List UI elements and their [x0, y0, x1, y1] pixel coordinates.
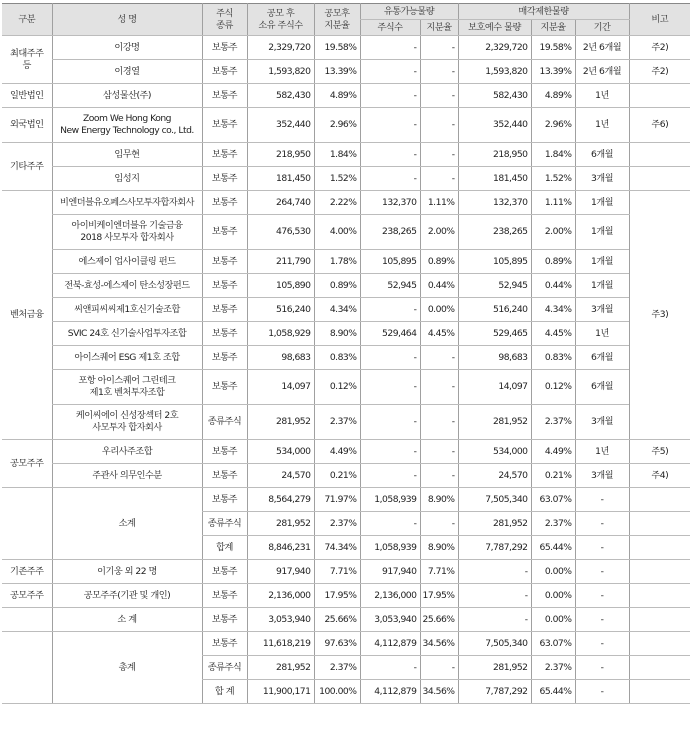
table-row: [2, 167, 690, 191]
stock-type-cell: 종류주식: [202, 512, 247, 536]
post-ipo-shares-cell: 1,593,820: [247, 60, 314, 84]
name-cell: 에스제이 업사이클링 펀드: [52, 250, 202, 274]
tradable-ratio-cell: -: [420, 405, 458, 440]
tradable-shares-cell: -: [360, 298, 420, 322]
table-row: [2, 143, 690, 167]
table-row: [2, 608, 690, 632]
post-ipo-shares-cell: 181,450: [247, 167, 314, 191]
restricted-ratio-cell: 2.96%: [531, 108, 575, 143]
protected-qty-cell: 281,952: [458, 512, 531, 536]
tradable-ratio-cell: 25.66%: [420, 608, 458, 632]
category-cell: 기존주주: [2, 560, 52, 584]
restricted-ratio-cell: 63.07%: [531, 632, 575, 656]
category-cell: 공모주주: [2, 584, 52, 608]
name-cell: 포항 아이스퀘어 그린테크 제1호 벤처투자조합: [52, 370, 202, 405]
post-ipo-ratio-cell: 2.22%: [314, 191, 360, 215]
post-ipo-ratio-cell: 1.78%: [314, 250, 360, 274]
stock-type-cell: 보통주: [202, 167, 247, 191]
stock-type-cell: 보통주: [202, 215, 247, 250]
period-cell: -: [575, 536, 629, 560]
tradable-ratio-cell: -: [420, 167, 458, 191]
restricted-ratio-cell: 0.12%: [531, 370, 575, 405]
period-cell: 1개월: [575, 250, 629, 274]
post-ipo-ratio-cell: 97.63%: [314, 632, 360, 656]
name-cell: 공모주주(기관 및 개인): [52, 584, 202, 608]
table-row: [2, 322, 690, 346]
post-ipo-shares-cell: 1,058,929: [247, 322, 314, 346]
period-cell: -: [575, 560, 629, 584]
period-cell: 1년: [575, 108, 629, 143]
restricted-ratio-cell: 0.00%: [531, 560, 575, 584]
note-cell: [629, 656, 690, 680]
stock-type-cell: 보통주: [202, 60, 247, 84]
name-cell: 전북-효성-에스제이 탄소성장펀드: [52, 274, 202, 298]
stock-type-cell: 보통주: [202, 560, 247, 584]
protected-qty-cell: 181,450: [458, 167, 531, 191]
note-cell: 주3): [629, 191, 690, 440]
post-ipo-ratio-cell: 8.90%: [314, 322, 360, 346]
post-ipo-shares-cell: 14,097: [247, 370, 314, 405]
restricted-ratio-cell: 63.07%: [531, 488, 575, 512]
tradable-ratio-cell: -: [420, 370, 458, 405]
period-cell: 1개월: [575, 274, 629, 298]
post-ipo-ratio-cell: 0.89%: [314, 274, 360, 298]
name-cell: 삼성물산(주): [52, 84, 202, 108]
period-cell: 3개월: [575, 405, 629, 440]
post-ipo-shares-cell: 281,952: [247, 512, 314, 536]
protected-qty-cell: 218,950: [458, 143, 531, 167]
category-cell: [2, 632, 52, 704]
name-cell: 주관사 의무인수분: [52, 464, 202, 488]
stock-type-cell: 보통주: [202, 464, 247, 488]
period-cell: -: [575, 680, 629, 704]
table-row: [2, 298, 690, 322]
note-cell: [629, 584, 690, 608]
table-row: [2, 560, 690, 584]
table-row: [2, 108, 690, 143]
protected-qty-cell: 105,895: [458, 250, 531, 274]
header-note: 비고: [629, 4, 690, 36]
post-ipo-shares-cell: 281,952: [247, 656, 314, 680]
restricted-ratio-cell: 2.37%: [531, 656, 575, 680]
header-restricted-ratio: 지분율: [531, 20, 575, 36]
header-restricted: 매각제한물량: [458, 4, 629, 20]
table-row: [2, 346, 690, 370]
period-cell: 1년: [575, 84, 629, 108]
stock-type-cell: 보통주: [202, 370, 247, 405]
shareholder-lockup-table: [2, 3, 690, 704]
period-cell: -: [575, 584, 629, 608]
tradable-ratio-cell: -: [420, 143, 458, 167]
post-ipo-ratio-cell: 2.37%: [314, 405, 360, 440]
restricted-ratio-cell: 0.89%: [531, 250, 575, 274]
table-row: [2, 584, 690, 608]
protected-qty-cell: 7,787,292: [458, 536, 531, 560]
post-ipo-ratio-cell: 71.97%: [314, 488, 360, 512]
post-ipo-shares-cell: 8,846,231: [247, 536, 314, 560]
tradable-ratio-cell: -: [420, 36, 458, 60]
restricted-ratio-cell: 0.00%: [531, 584, 575, 608]
category-cell: 기타주주: [2, 143, 52, 191]
table-row: [2, 36, 690, 60]
period-cell: 1년: [575, 322, 629, 346]
stock-type-cell: 보통주: [202, 143, 247, 167]
table-row: [2, 274, 690, 298]
period-cell: -: [575, 512, 629, 536]
protected-qty-cell: 52,945: [458, 274, 531, 298]
name-cell: 씨앤피씨씨제1호신기술조합: [52, 298, 202, 322]
post-ipo-shares-cell: 2,136,000: [247, 584, 314, 608]
tradable-shares-cell: 1,058,939: [360, 488, 420, 512]
name-cell: Zoom We Hong Kong New Energy Technology co., Ltd.: [52, 108, 202, 143]
category-cell: 최대주주 등: [2, 36, 52, 84]
stock-type-cell: 합 계: [202, 680, 247, 704]
tradable-shares-cell: -: [360, 143, 420, 167]
table-row: [2, 440, 690, 464]
tradable-ratio-cell: 0.44%: [420, 274, 458, 298]
post-ipo-ratio-cell: 0.83%: [314, 346, 360, 370]
tradable-shares-cell: 4,112,879: [360, 632, 420, 656]
restricted-ratio-cell: 0.44%: [531, 274, 575, 298]
note-cell: [629, 608, 690, 632]
tradable-shares-cell: 238,265: [360, 215, 420, 250]
tradable-shares-cell: -: [360, 167, 420, 191]
tradable-shares-cell: 1,058,939: [360, 536, 420, 560]
period-cell: 1개월: [575, 215, 629, 250]
name-cell: 소계: [52, 488, 202, 560]
period-cell: 6개월: [575, 370, 629, 405]
protected-qty-cell: 98,683: [458, 346, 531, 370]
protected-qty-cell: 281,952: [458, 405, 531, 440]
stock-type-cell: 보통주: [202, 84, 247, 108]
stock-type-cell: 보통주: [202, 584, 247, 608]
tradable-ratio-cell: 34.56%: [420, 632, 458, 656]
table-row: [2, 215, 690, 250]
tradable-shares-cell: -: [360, 36, 420, 60]
name-cell: 임무현: [52, 143, 202, 167]
post-ipo-shares-cell: 2,329,720: [247, 36, 314, 60]
protected-qty-cell: 7,787,292: [458, 680, 531, 704]
tradable-ratio-cell: -: [420, 346, 458, 370]
note-cell: 주5): [629, 440, 690, 464]
restricted-ratio-cell: 19.58%: [531, 36, 575, 60]
tradable-shares-cell: 4,112,879: [360, 680, 420, 704]
protected-qty-cell: 534,000: [458, 440, 531, 464]
restricted-ratio-cell: 2.00%: [531, 215, 575, 250]
tradable-shares-cell: 3,053,940: [360, 608, 420, 632]
stock-type-cell: 보통주: [202, 440, 247, 464]
name-cell: SVIC 24호 신기술사업투자조합: [52, 322, 202, 346]
stock-type-cell: 합계: [202, 536, 247, 560]
category-cell: 벤처금융: [2, 191, 52, 440]
period-cell: -: [575, 632, 629, 656]
note-cell: 주6): [629, 108, 690, 143]
stock-type-cell: 종류주식: [202, 656, 247, 680]
category-cell: [2, 488, 52, 560]
restricted-ratio-cell: 0.00%: [531, 608, 575, 632]
header-tradable-shares: 주식수: [360, 20, 420, 36]
post-ipo-ratio-cell: 4.34%: [314, 298, 360, 322]
name-cell: 총계: [52, 632, 202, 704]
table-row: [2, 84, 690, 108]
post-ipo-ratio-cell: 0.21%: [314, 464, 360, 488]
note-cell: [629, 143, 690, 167]
post-ipo-ratio-cell: 1.84%: [314, 143, 360, 167]
name-cell: 우리사주조합: [52, 440, 202, 464]
category-cell: 일반법인: [2, 84, 52, 108]
post-ipo-ratio-cell: 74.34%: [314, 536, 360, 560]
period-cell: 3개월: [575, 464, 629, 488]
period-cell: 3개월: [575, 167, 629, 191]
protected-qty-cell: 7,505,340: [458, 632, 531, 656]
table-row: [2, 632, 690, 656]
restricted-ratio-cell: 4.45%: [531, 322, 575, 346]
protected-qty-cell: 2,329,720: [458, 36, 531, 60]
stock-type-cell: 보통주: [202, 322, 247, 346]
note-cell: [629, 536, 690, 560]
protected-qty-cell: -: [458, 608, 531, 632]
name-cell: 케이씨에이 신성장섹터 2호 사모투자 합자회사: [52, 405, 202, 440]
post-ipo-shares-cell: 281,952: [247, 405, 314, 440]
tradable-shares-cell: 917,940: [360, 560, 420, 584]
period-cell: -: [575, 656, 629, 680]
protected-qty-cell: -: [458, 560, 531, 584]
tradable-shares-cell: 52,945: [360, 274, 420, 298]
restricted-ratio-cell: 65.44%: [531, 536, 575, 560]
tradable-shares-cell: 105,895: [360, 250, 420, 274]
category-cell: 공모주주: [2, 440, 52, 488]
note-cell: [629, 512, 690, 536]
restricted-ratio-cell: 0.83%: [531, 346, 575, 370]
header-tradable-ratio: 지분율: [420, 20, 458, 36]
restricted-ratio-cell: 1.52%: [531, 167, 575, 191]
note-cell: [629, 488, 690, 512]
tradable-ratio-cell: 34.56%: [420, 680, 458, 704]
stock-type-cell: 보통주: [202, 108, 247, 143]
post-ipo-shares-cell: 218,950: [247, 143, 314, 167]
protected-qty-cell: 24,570: [458, 464, 531, 488]
post-ipo-ratio-cell: 19.58%: [314, 36, 360, 60]
table-row: [2, 405, 690, 440]
post-ipo-ratio-cell: 2.37%: [314, 512, 360, 536]
protected-qty-cell: 1,593,820: [458, 60, 531, 84]
stock-type-cell: 보통주: [202, 36, 247, 60]
restricted-ratio-cell: 4.89%: [531, 84, 575, 108]
post-ipo-shares-cell: 11,900,171: [247, 680, 314, 704]
post-ipo-shares-cell: 582,430: [247, 84, 314, 108]
header-tradable: 유통가능물량: [360, 4, 458, 20]
period-cell: 1개월: [575, 191, 629, 215]
post-ipo-shares-cell: 211,790: [247, 250, 314, 274]
post-ipo-ratio-cell: 4.89%: [314, 84, 360, 108]
tradable-shares-cell: -: [360, 656, 420, 680]
tradable-ratio-cell: 8.90%: [420, 488, 458, 512]
stock-type-cell: 보통주: [202, 346, 247, 370]
restricted-ratio-cell: 2.37%: [531, 405, 575, 440]
post-ipo-shares-cell: 24,570: [247, 464, 314, 488]
note-cell: [629, 84, 690, 108]
category-cell: [2, 608, 52, 632]
protected-qty-cell: 132,370: [458, 191, 531, 215]
note-cell: [629, 632, 690, 656]
table-row: [2, 464, 690, 488]
tradable-ratio-cell: 8.90%: [420, 536, 458, 560]
post-ipo-ratio-cell: 100.00%: [314, 680, 360, 704]
stock-type-cell: 종류주식: [202, 405, 247, 440]
tradable-ratio-cell: -: [420, 464, 458, 488]
post-ipo-ratio-cell: 2.96%: [314, 108, 360, 143]
table-row: [2, 191, 690, 215]
period-cell: -: [575, 608, 629, 632]
stock-type-cell: 보통주: [202, 274, 247, 298]
period-cell: 6개월: [575, 143, 629, 167]
tradable-ratio-cell: 7.71%: [420, 560, 458, 584]
post-ipo-shares-cell: 516,240: [247, 298, 314, 322]
post-ipo-ratio-cell: 4.00%: [314, 215, 360, 250]
tradable-shares-cell: -: [360, 370, 420, 405]
stock-type-cell: 보통주: [202, 632, 247, 656]
post-ipo-shares-cell: 105,890: [247, 274, 314, 298]
stock-type-cell: 보통주: [202, 298, 247, 322]
post-ipo-shares-cell: 534,000: [247, 440, 314, 464]
tradable-ratio-cell: 4.45%: [420, 322, 458, 346]
table-row: [2, 250, 690, 274]
post-ipo-ratio-cell: 13.39%: [314, 60, 360, 84]
tradable-ratio-cell: 0.00%: [420, 298, 458, 322]
tradable-shares-cell: -: [360, 464, 420, 488]
tradable-ratio-cell: -: [420, 84, 458, 108]
post-ipo-ratio-cell: 25.66%: [314, 608, 360, 632]
header-category: 구분: [2, 4, 52, 36]
stock-type-cell: 보통주: [202, 488, 247, 512]
name-cell: 비엔더블유오페스사모투자합자회사: [52, 191, 202, 215]
restricted-ratio-cell: 13.39%: [531, 60, 575, 84]
tradable-ratio-cell: -: [420, 60, 458, 84]
table-row: [2, 60, 690, 84]
note-cell: [629, 680, 690, 704]
post-ipo-shares-cell: 917,940: [247, 560, 314, 584]
name-cell: 이강명: [52, 36, 202, 60]
tradable-shares-cell: -: [360, 60, 420, 84]
tradable-ratio-cell: 2.00%: [420, 215, 458, 250]
header-protected-qty: 보호예수 물량: [458, 20, 531, 36]
protected-qty-cell: 14,097: [458, 370, 531, 405]
protected-qty-cell: 529,465: [458, 322, 531, 346]
restricted-ratio-cell: 4.34%: [531, 298, 575, 322]
protected-qty-cell: 7,505,340: [458, 488, 531, 512]
protected-qty-cell: -: [458, 584, 531, 608]
period-cell: 1년: [575, 440, 629, 464]
name-cell: 아이스퀘어 ESG 제1호 조합: [52, 346, 202, 370]
protected-qty-cell: 352,440: [458, 108, 531, 143]
period-cell: 6개월: [575, 346, 629, 370]
name-cell: 아이비케이엔더블유 기술금융 2018 사모투자 합자회사: [52, 215, 202, 250]
protected-qty-cell: 281,952: [458, 656, 531, 680]
name-cell: 임성지: [52, 167, 202, 191]
tradable-ratio-cell: 1.11%: [420, 191, 458, 215]
post-ipo-shares-cell: 264,740: [247, 191, 314, 215]
category-cell: 외국법인: [2, 108, 52, 143]
tradable-shares-cell: -: [360, 405, 420, 440]
post-ipo-shares-cell: 8,564,279: [247, 488, 314, 512]
header-post-ipo-ratio: 공모후 지분율: [314, 4, 360, 36]
name-cell: 이기웅 외 22 명: [52, 560, 202, 584]
note-cell: 주2): [629, 60, 690, 84]
post-ipo-ratio-cell: 2.37%: [314, 656, 360, 680]
protected-qty-cell: 582,430: [458, 84, 531, 108]
restricted-ratio-cell: 4.49%: [531, 440, 575, 464]
period-cell: 2년 6개월: [575, 60, 629, 84]
post-ipo-ratio-cell: 17.95%: [314, 584, 360, 608]
note-cell: 주2): [629, 36, 690, 60]
note-cell: [629, 560, 690, 584]
stock-type-cell: 보통주: [202, 608, 247, 632]
header-name: 성 명: [52, 4, 202, 36]
tradable-shares-cell: 529,464: [360, 322, 420, 346]
tradable-shares-cell: -: [360, 346, 420, 370]
name-cell: 소 계: [52, 608, 202, 632]
table-row: [2, 370, 690, 405]
note-cell: 주4): [629, 464, 690, 488]
protected-qty-cell: 516,240: [458, 298, 531, 322]
period-cell: 3개월: [575, 298, 629, 322]
tradable-shares-cell: 2,136,000: [360, 584, 420, 608]
stock-type-cell: 보통주: [202, 250, 247, 274]
tradable-ratio-cell: -: [420, 108, 458, 143]
restricted-ratio-cell: 1.11%: [531, 191, 575, 215]
tradable-ratio-cell: 17.95%: [420, 584, 458, 608]
period-cell: 2년 6개월: [575, 36, 629, 60]
restricted-ratio-cell: 1.84%: [531, 143, 575, 167]
post-ipo-shares-cell: 11,618,219: [247, 632, 314, 656]
header-period: 기간: [575, 20, 629, 36]
post-ipo-ratio-cell: 0.12%: [314, 370, 360, 405]
post-ipo-ratio-cell: 4.49%: [314, 440, 360, 464]
post-ipo-shares-cell: 352,440: [247, 108, 314, 143]
post-ipo-ratio-cell: 7.71%: [314, 560, 360, 584]
table-row: [2, 488, 690, 512]
tradable-ratio-cell: -: [420, 440, 458, 464]
tradable-ratio-cell: 0.89%: [420, 250, 458, 274]
post-ipo-ratio-cell: 1.52%: [314, 167, 360, 191]
note-cell: [629, 167, 690, 191]
restricted-ratio-cell: 0.21%: [531, 464, 575, 488]
restricted-ratio-cell: 65.44%: [531, 680, 575, 704]
post-ipo-shares-cell: 476,530: [247, 215, 314, 250]
tradable-shares-cell: -: [360, 512, 420, 536]
tradable-shares-cell: -: [360, 84, 420, 108]
post-ipo-shares-cell: 98,683: [247, 346, 314, 370]
restricted-ratio-cell: 2.37%: [531, 512, 575, 536]
stock-type-cell: 보통주: [202, 191, 247, 215]
tradable-ratio-cell: -: [420, 656, 458, 680]
post-ipo-shares-cell: 3,053,940: [247, 608, 314, 632]
tradable-shares-cell: 132,370: [360, 191, 420, 215]
header-post-ipo-shares: 공모 후 소유 주식수: [247, 4, 314, 36]
header-stock-type: 주식 종류: [202, 4, 247, 36]
period-cell: -: [575, 488, 629, 512]
name-cell: 이경열: [52, 60, 202, 84]
tradable-shares-cell: -: [360, 108, 420, 143]
tradable-ratio-cell: -: [420, 512, 458, 536]
protected-qty-cell: 238,265: [458, 215, 531, 250]
tradable-shares-cell: -: [360, 440, 420, 464]
